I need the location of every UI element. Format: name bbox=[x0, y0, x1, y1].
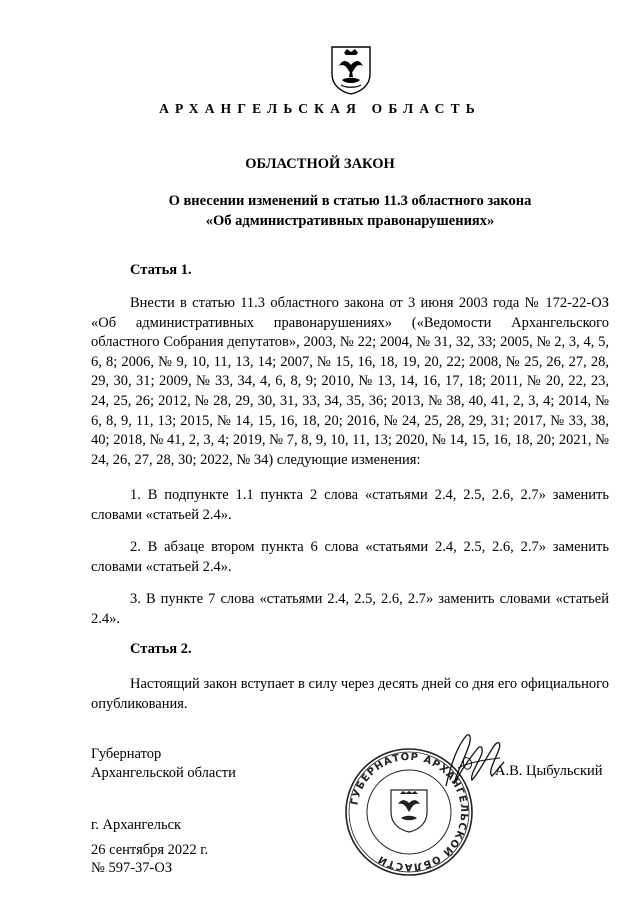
coat-of-arms-icon bbox=[329, 44, 373, 96]
article-2-text: Настоящий закон вступает в силу через десять дней со дня его официального опубликования. bbox=[91, 676, 609, 712]
article-1-item-2: 2. В абзаце втором пункта 6 слова «статьями 2.4, 2.5, 2.6, 2.7» заменить словами «статьей 2.4». bbox=[91, 539, 609, 575]
governor-region: Архангельской области bbox=[91, 765, 236, 781]
article-1-item-1: 1. В подпункте 1.1 пункта 2 слова «статьями 2.4, 2.5, 2.6, 2.7» заменить словами «статьей 2.4». bbox=[91, 487, 609, 523]
signing-date: 26 сентября 2022 г. bbox=[91, 842, 209, 858]
signer-name: А.В. Цыбульский bbox=[495, 763, 603, 779]
article-1-heading: Статья 1. bbox=[130, 262, 192, 278]
region-name: АРХАНГЕЛЬСКАЯ ОБЛАСТЬ bbox=[159, 101, 481, 116]
law-title-line-1: О внесении изменений в статью 11.3 областного закона bbox=[168, 193, 532, 209]
article-2-heading: Статья 2. bbox=[130, 641, 192, 657]
svg-text:ГУБЕРНАТОР АРХАНГЕЛЬСКОЙ ОБЛАС: ГУБЕРНАТОР АРХАНГЕЛЬСКОЙ ОБЛАСТИ bbox=[349, 751, 470, 873]
document-type: ОБЛАСТНОЙ ЗАКОН bbox=[245, 156, 395, 172]
law-title-line-2: «Об административных правонарушениях» bbox=[205, 213, 495, 229]
city: г. Архангельск bbox=[91, 817, 182, 833]
law-number: № 597-37-ОЗ bbox=[91, 860, 173, 876]
handwritten-signature-icon bbox=[440, 728, 508, 794]
governor-title: Губернатор bbox=[91, 746, 162, 762]
article-1-item-3: 3. В пункте 7 слова «статьями 2.4, 2.5, 2.6, 2.7» заменить словами «статьей 2.4». bbox=[91, 591, 609, 627]
article-1-intro: Внести в статью 11.3 областного закона от 3 июня 2003 года № 172-22-ОЗ «Об административных правонарушениях» («Ведомости Архангельского областного Собрания депутатов», 2003, № 22; 2004, № 31, 32, 33; 2005, № 2, 3, 4, 5, 6, 8; 2006, № 9, 10, 11, 13, 14; 2007, № 15, 16, 18, 19, 20, 22; 2008, № 25, 26, 27, 28, 29, 30, 31; 2009, № 33, 34, 4, 6, 8, 9; 2010, № 13, 14, 16, 17, 18; 2011, № 20, 22, 23, 24, 25, 26; 2012, № 28, 29, 30, 31, 33, 34, 35, 36; 2013, № 38, 40, 41, 2, 3, 4; 2014, № 6, 8, 9, 11, 13; 2015, № 14, 15, 16, 18, 20; 2016, № 24, 25, 28, 29, 31; 2017, № 33, 38, 40; 2018, № 41, 2, 3, 4; 2019, № 7, 8, 9, 10, 11, 13; 2020, № 14, 15, 16, 18, 20; 2021, № 24, 26, 27, 28, 30; 2022, № 34) следующие изменения: bbox=[91, 295, 609, 468]
law-title bbox=[80, 191, 620, 231]
